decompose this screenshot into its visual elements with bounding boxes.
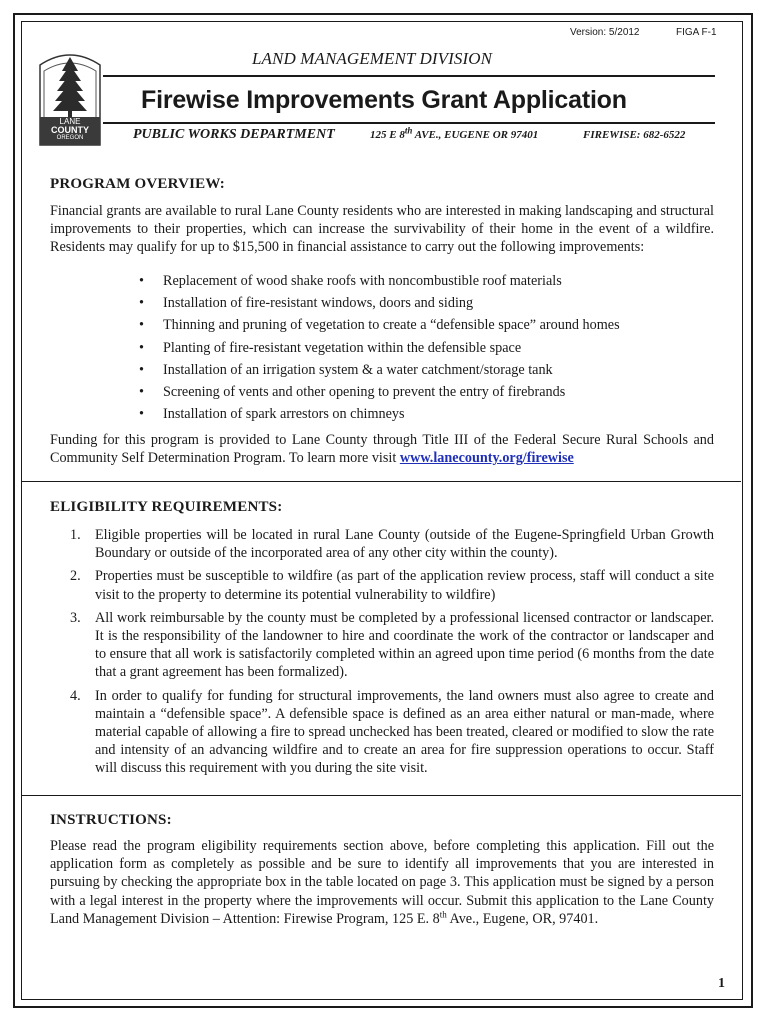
division-name: LAND MANAGEMENT DIVISION [252, 49, 493, 68]
list-item-text: Installation of spark arrestors on chimneys [163, 406, 405, 423]
header-rule-top [103, 75, 715, 77]
list-item [70, 567, 714, 603]
list-item [70, 526, 714, 562]
list-number: 1. [70, 527, 81, 543]
bullet-icon: • [139, 339, 144, 356]
list-item [70, 687, 714, 778]
form-id: FIGA F-1 [676, 27, 717, 38]
list-item-text: Installation of fire-resistant windows, doors and siding [163, 295, 474, 312]
list-item-text: Properties must be susceptible to wildfire (as part of the application review process, staff will conduct a site visit to the property to determine its potential vulnerability to wildfire) [95, 568, 714, 603]
bullet-icon: • [139, 361, 144, 378]
header-rule-bottom [103, 122, 715, 124]
list-item-text: Planting of fire-resistant vegetation within the defensible space [163, 339, 522, 356]
address-superscript: th [404, 125, 413, 136]
overview-heading: PROGRAM OVERVIEW: [50, 176, 225, 192]
section-divider [22, 795, 741, 796]
list-item-text: Screening of vents and other opening to prevent the entry of firebrands [163, 383, 566, 400]
instructions-superscript: th [439, 909, 447, 920]
list-item [70, 609, 714, 682]
bullet-icon: • [139, 273, 144, 289]
overview-intro: Financial grants are available to rural Lane County residents who are interested in making landscaping and structural improvements to their properties, which can increase the survivability of their home in the event of a wildfire. Residents may qualify for up to $15,500 in financial assistance to carry out the following improvements: [50, 203, 714, 256]
list-item-text: In order to qualify for funding for structural improvements, the land owners must also agree to create and maintain a “defensible space”. A defensible space is defined as an area either natural or man-made, where material capable of allowing a fire to spread unchecked has been treated, cleared or modified to slow the rate and intensity of an advancing wildfire and to create an area for fire suppression operations to occur. Staff will discuss this requirement with you during the site visit. [95, 687, 714, 777]
list-item [139, 339, 620, 361]
list-item-text: Thinning and pruning of vegetation to create a “defensible space” around homes [163, 317, 620, 334]
list-item [139, 361, 620, 383]
list-item [139, 383, 620, 405]
logo-text [38, 118, 102, 142]
improvements-list [139, 272, 620, 427]
firewise-link[interactable]: www.lanecounty.org/firewise [399, 450, 574, 467]
instructions-heading: INSTRUCTIONS: [50, 812, 172, 828]
list-item-text: Installation of an irrigation system & a water catchment/storage tank [163, 361, 553, 378]
logo-line-3: OREGON [56, 135, 84, 141]
list-number: 3. [70, 609, 81, 626]
list-item-text: All work reimbursable by the county must be completed by a professional licensed contractor or landscaper. It is the responsibility of the landowner to hire and coordinate the work of the contractor or landscaper and to ensure that all work is satisfactorily completed within an agreed upon time period (6 months from the date that a grant agreement has been formalized). [95, 609, 714, 681]
funding-paragraph [50, 431, 714, 467]
logo-line-2: COUNTY [51, 125, 89, 135]
list-item-text: Eligible properties will be located in rural Lane County (outside of the Eugene-Springfield Urban Growth Boundary or outside of the incorporated area of any other city within the county). [95, 527, 714, 562]
eligibility-list [70, 526, 714, 783]
address-text-rest: AVE., EUGENE OR 97401 [412, 129, 539, 141]
list-item [139, 316, 620, 338]
lane-county-logo [38, 47, 102, 147]
page-title: Firewise Improvements Grant Application [141, 86, 627, 114]
list-number: 4. [70, 687, 81, 704]
list-item-text: Replacement of wood shake roofs with noncombustible roof materials [163, 273, 562, 289]
list-item [139, 272, 620, 294]
firewise-phone: FIREWISE: 682-6522 [583, 129, 686, 141]
instructions-paragraph [50, 837, 714, 928]
page-number: 1 [718, 976, 725, 991]
logo-line-1: LANE [59, 117, 81, 126]
instructions-text-end: Ave., Eugene, OR, 97401. [446, 910, 599, 927]
list-item [139, 294, 620, 316]
address-text: 125 E 8 [370, 129, 405, 141]
bullet-icon: • [139, 295, 144, 312]
list-item [139, 405, 620, 427]
bullet-icon: • [139, 383, 144, 400]
department-name: PUBLIC WORKS DEPARTMENT [133, 127, 335, 142]
funding-text: Funding for this program is provided to Lane County through Title III of the Federal Secure Rural Schools and Community Self Determination Program. To learn more visit [50, 432, 714, 467]
bullet-icon: • [139, 406, 144, 423]
list-number: 2. [70, 568, 81, 585]
instructions-text: Please read the program eligibility requirements section above, before completing this application. Fill out the application form as completely as possible and be sure to identify all improvements that you are interested in pursuing by checking the appropriate box in the table located on page 3. This application must be signed by a person with a legal interest in the property where the improvements will occur. Submit this application to the Lane County Land Management Division – Attention: Firewise Program, 125 E. 8 [50, 838, 714, 927]
department-address [370, 125, 539, 141]
eligibility-heading: ELIGIBILITY REQUIREMENTS: [50, 499, 283, 515]
section-divider [22, 481, 741, 482]
version-label: Version: 5/2012 [570, 27, 640, 38]
bullet-icon: • [139, 317, 144, 334]
